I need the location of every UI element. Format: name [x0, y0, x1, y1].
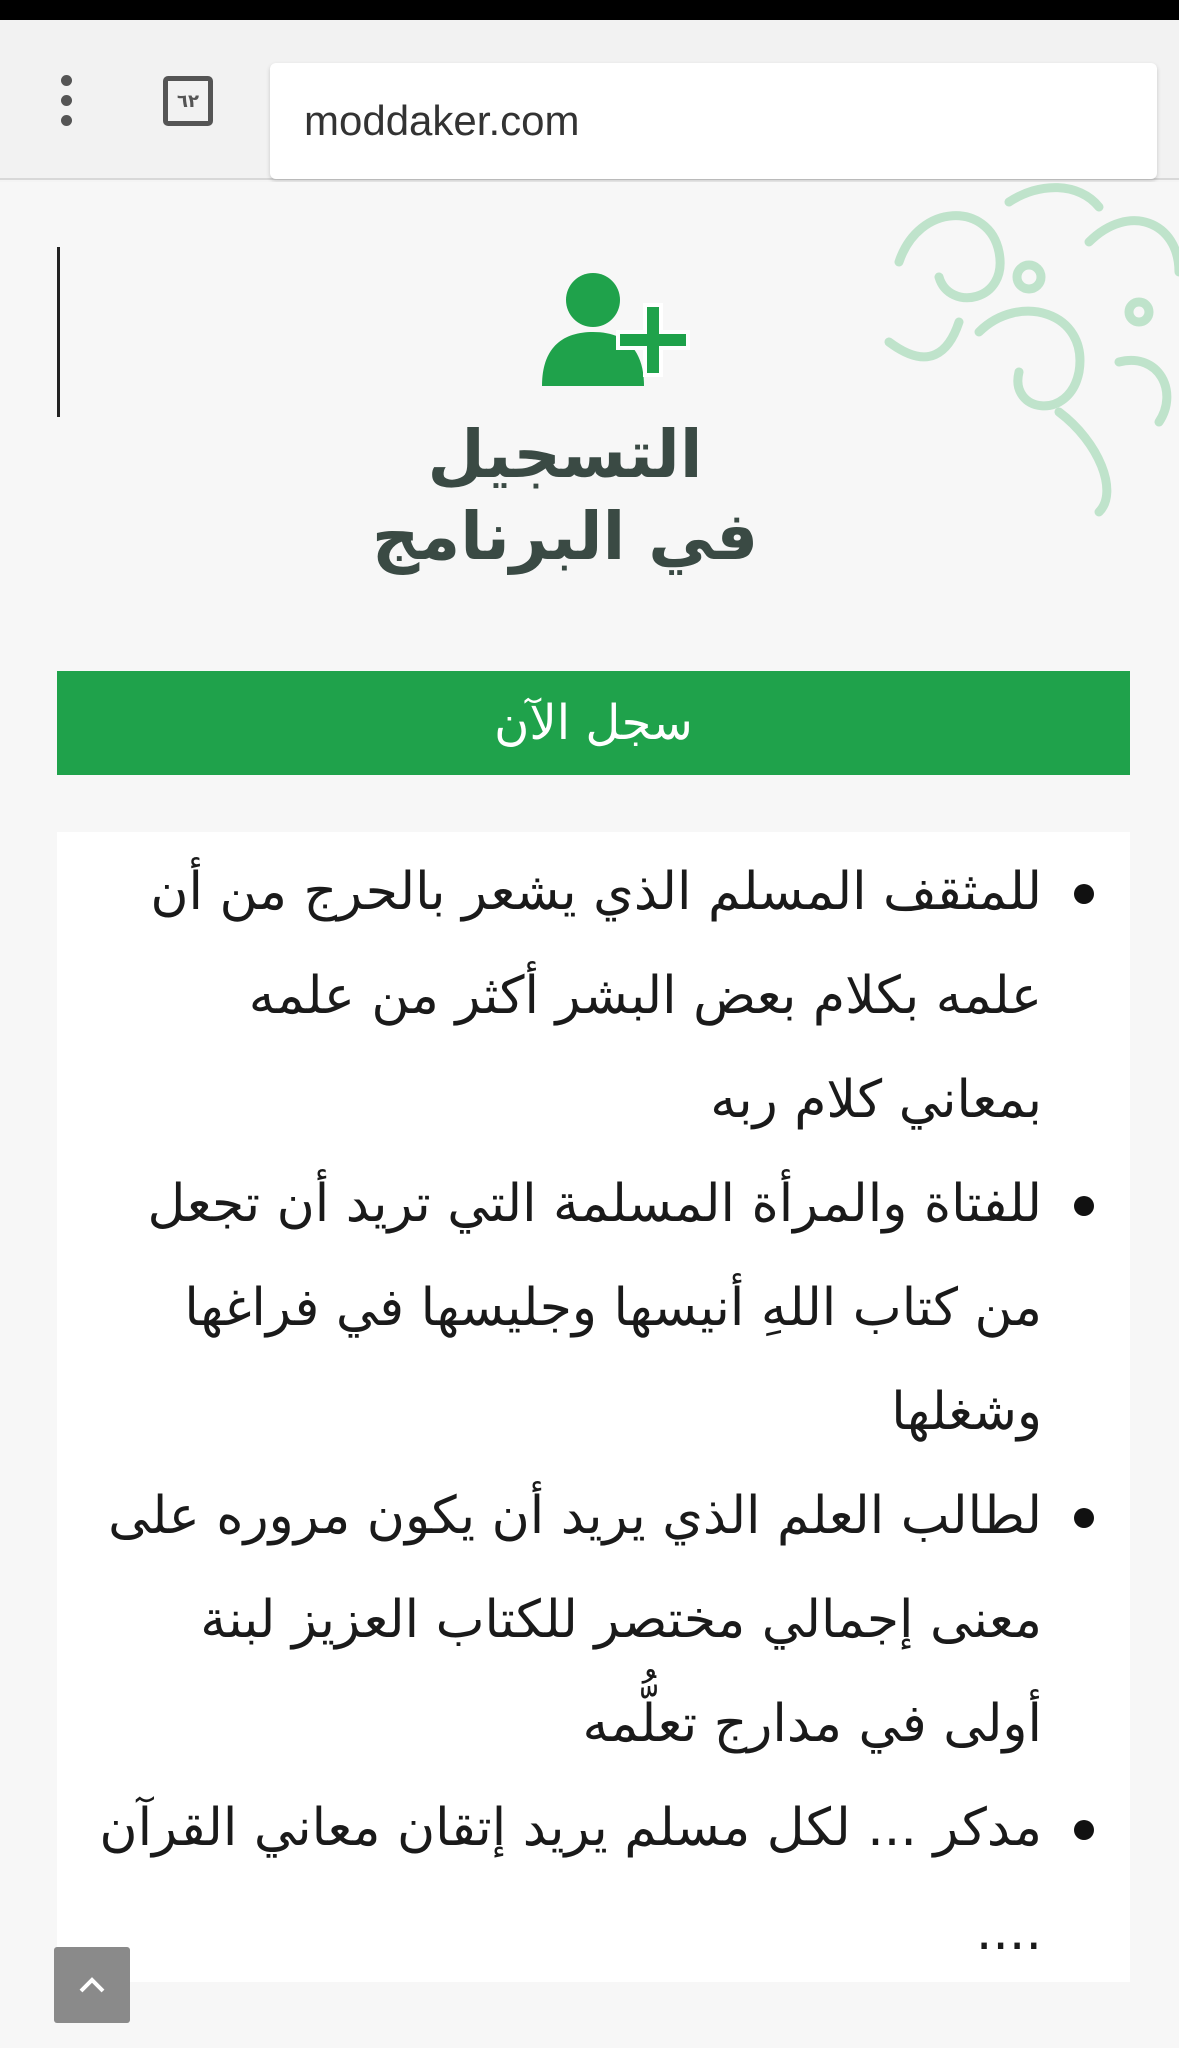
url-bar[interactable] — [270, 63, 1157, 179]
list-item: للفتاة والمرأة المسلمة التي تريد أن تجعل من كتاب اللهِ أنيسها وجليسها في فراغها وشغلها — [97, 1152, 1100, 1464]
more-vert-icon[interactable] — [40, 70, 92, 130]
register-now-label: سجل الآن — [494, 695, 693, 751]
scroll-to-top-button[interactable] — [54, 1947, 130, 2023]
page-title-line1: التسجيل — [427, 416, 703, 493]
text-caret — [57, 247, 60, 417]
list-item: للمثقف المسلم الذي يشعر بالحرج من أن علمه بكلام بعض البشر أكثر من علمه بمعاني كلام ربه — [97, 840, 1100, 1152]
tab-count: ٦٢ — [177, 90, 199, 112]
user-add-icon — [540, 270, 692, 386]
audience-list-panel — [57, 832, 1130, 1982]
page-content — [0, 182, 1179, 2048]
audience-list — [57, 832, 1130, 1984]
browser-toolbar — [0, 20, 1179, 180]
page-title — [0, 414, 1130, 578]
page-title-line2: في البرنامج — [371, 498, 759, 575]
chevron-up-icon — [77, 1975, 107, 1995]
url-text: moddaker.com — [304, 97, 580, 144]
register-now-button[interactable] — [57, 671, 1130, 775]
list-item: لطالب العلم الذي يريد أن يكون مروره على معنى إجمالي مختصر للكتاب العزيز لبنة أولى في مدارج تعلُّمه — [97, 1464, 1100, 1776]
tab-switcher-icon[interactable] — [163, 76, 213, 126]
list-item: مدكر ... لكل مسلم يريد إتقان معاني القرآن .... — [97, 1776, 1100, 1984]
status-bar — [0, 0, 1179, 20]
